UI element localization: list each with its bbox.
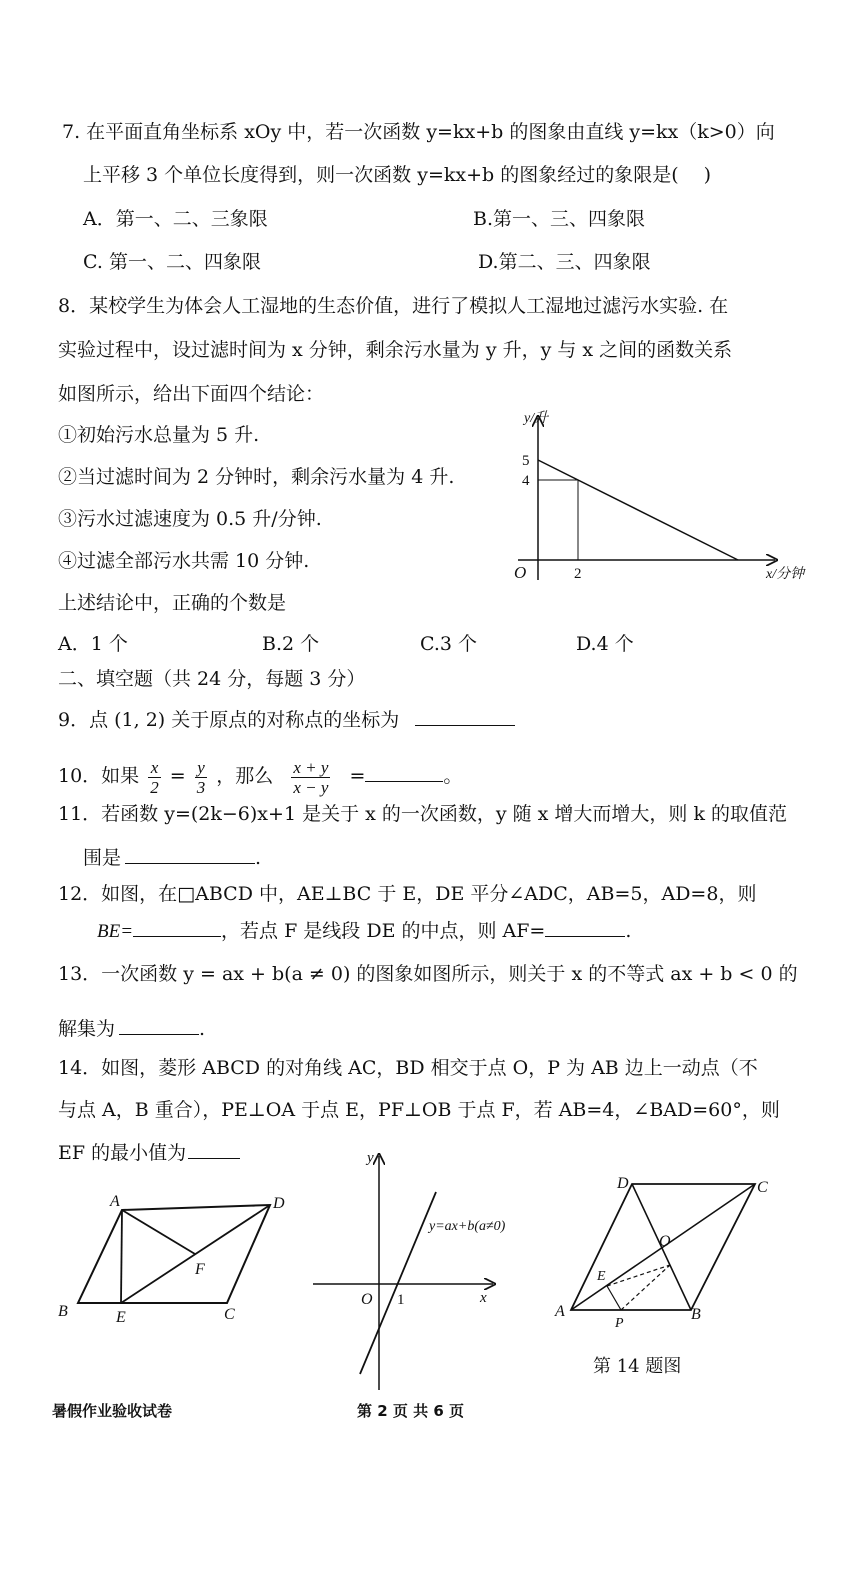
q14-label-c: C [757, 1179, 768, 1196]
q12-be-blank[interactable] [133, 916, 221, 937]
q14-prefix: EF 的最小值为 [58, 1142, 187, 1164]
q14-label-o: O [659, 1233, 671, 1250]
q12-line2 [97, 916, 631, 946]
footer-title: 暑假作业验收试卷 [52, 1402, 173, 1420]
q14-answer-blank[interactable] [188, 1138, 240, 1159]
q8-option-a: A．1 个 [58, 633, 128, 655]
q8-option-b: B.2 个 [262, 633, 320, 655]
q14-label-e: E [597, 1269, 606, 1284]
q13-function-figure [305, 1150, 535, 1395]
q8-tick-4: 4 [522, 473, 530, 489]
q8-x-axis-label: x/分钟 [766, 567, 805, 582]
q14-segment-ef [607, 1265, 670, 1286]
q14-figure-caption: 第 14 题图 [593, 1356, 682, 1377]
q9 [58, 705, 515, 734]
q8-option-c: C.3 个 [420, 633, 478, 655]
q11-dot: . [255, 847, 262, 869]
q10-prefix: 10．如果 [58, 765, 140, 787]
q13-prefix: 解集为 [58, 1018, 116, 1040]
q12-af-blank[interactable] [545, 916, 625, 937]
q12-label-e: E [116, 1309, 126, 1326]
q12-dot: . [625, 920, 632, 942]
q11-prefix: 围是 [83, 847, 122, 869]
q8-function-line [538, 460, 738, 560]
q10-middle: ，那么 [216, 765, 274, 787]
q8-y-axis-label: y/升 [524, 411, 549, 426]
q12-label-f: F [195, 1261, 205, 1278]
q10 [58, 756, 462, 797]
q12-be-label: BE= [97, 921, 134, 942]
q10-fraction-result: $\frac{x + y}{x - y}$ [293, 757, 329, 797]
q14-label-b: B [691, 1306, 701, 1323]
q14-label-a: A [555, 1303, 565, 1320]
q12-line1: 12．如图，在□ABCD 中，AE⊥BC 于 E，DE 平分∠ADC，AB=5，AD=8，则 [58, 883, 757, 905]
q13-y-label: y [367, 1150, 374, 1166]
q14-line2: 与点 A，B 重合），PE⊥OA 于点 E，PF⊥OB 于点 F，若 AB=4，∠BAD=60°，则 [58, 1099, 780, 1121]
q12-label-c: C [224, 1306, 235, 1323]
q14-segment-pe [607, 1286, 621, 1310]
q12-label-b: B [58, 1303, 68, 1320]
q14-line3 [58, 1138, 240, 1167]
q12-segment-af [122, 1210, 195, 1254]
q13-function-line [360, 1192, 436, 1374]
q13-origin-label: O [361, 1291, 373, 1308]
q12-middle: ，若点 F 是线段 DE 的中点，则 AF= [221, 920, 546, 942]
q9-text: 9．点 (1, 2) 关于原点的对称点的坐标为 [58, 709, 400, 731]
q10-equals: = [169, 765, 186, 787]
q10-end: 。 [443, 765, 463, 787]
q13-answer-blank[interactable] [119, 1014, 199, 1035]
q8-line1: 8．某校学生为体会人工湿地的生态价值，进行了模拟人工湿地过滤污水实验. 在 [58, 295, 729, 317]
q11-line2 [83, 843, 261, 872]
q7-option-a: A．第一、二、三象限 [83, 208, 268, 230]
q8-origin-label: O [514, 563, 527, 582]
q14-rhombus-figure [555, 1170, 785, 1330]
q13-tick-1: 1 [397, 1292, 405, 1308]
q8-graph [500, 410, 830, 590]
q13-line1: 13．一次函数 y = ax + b(a ≠ 0) 的图象如图所示，则关于 x 的不等式 ax + b < 0 的 [58, 963, 798, 985]
q10-fraction-y3: $\frac{y}{3}$ [196, 757, 206, 797]
q8-line2: 实验过程中，设过滤时间为 x 分钟，剩余污水量为 y 升，y 与 x 之间的函数关系 [58, 339, 733, 361]
section-title: 二、填空题（共 24 分，每题 3 分） [58, 668, 366, 690]
q11-answer-blank[interactable] [125, 843, 255, 864]
q7-option-b: B.第一、三、四象限 [473, 208, 646, 230]
q8-tick-5: 5 [522, 453, 530, 469]
q14-line1: 14．如图，菱形 ABCD 的对角线 AC，BD 相交于点 O，P 为 AB 边上一动点（不 [58, 1057, 758, 1079]
q13-dot: . [199, 1018, 206, 1040]
q10-equals-2: = [349, 765, 366, 787]
q12-label-d: D [273, 1195, 285, 1212]
q7-line2: 上平移 3 个单位长度得到，则一次函数 y=kx+b 的图象经过的象限是( ) [83, 164, 712, 186]
q13-x-label: x [480, 1290, 487, 1306]
q8-question: 上述结论中，正确的个数是 [58, 592, 287, 614]
q8-conclusion-4: ④过滤全部污水共需 10 分钟. [58, 550, 310, 572]
q12-label-a: A [110, 1193, 120, 1210]
q7-option-c: C. 第一、二、四象限 [83, 251, 261, 273]
q13-line2 [58, 1014, 205, 1043]
q9-answer-blank[interactable] [415, 705, 515, 726]
q12-segment-ae [121, 1210, 122, 1303]
q14-label-d: D [617, 1175, 629, 1192]
page-number: 第 2 页 共 6 页 [357, 1402, 464, 1420]
q7-line1: 7. 在平面直角坐标系 xOy 中，若一次函数 y=kx+b 的图象由直线 y=kx（k>0）向 [62, 121, 775, 143]
q7-option-d: D.第二、三、四象限 [478, 251, 651, 273]
q10-fraction-x2: $\frac{x}{2}$ [150, 757, 159, 797]
q8-tick-2: 2 [574, 566, 582, 582]
q13-function-label: y=ax+b(a≠0) [429, 1219, 506, 1234]
q11-line1: 11．若函数 y=(2k−6)x+1 是关于 x 的一次函数，y 随 x 增大而增大，则 k 的取值范 [58, 803, 788, 825]
q8-line3: 如图所示，给出下面四个结论： [58, 383, 325, 405]
q8-option-d: D.4 个 [576, 633, 634, 655]
q14-label-p: P [615, 1316, 624, 1331]
q8-conclusion-1: ①初始污水总量为 5 升. [58, 424, 260, 446]
q12-parallelogram-figure [52, 1190, 292, 1330]
q8-conclusion-2: ②当过滤时间为 2 分钟时，剩余污水量为 4 升. [58, 466, 455, 488]
q8-conclusion-3: ③污水过滤速度为 0.5 升/分钟. [58, 508, 322, 530]
q14-segment-pf [621, 1265, 670, 1310]
q10-answer-blank[interactable] [365, 761, 443, 782]
